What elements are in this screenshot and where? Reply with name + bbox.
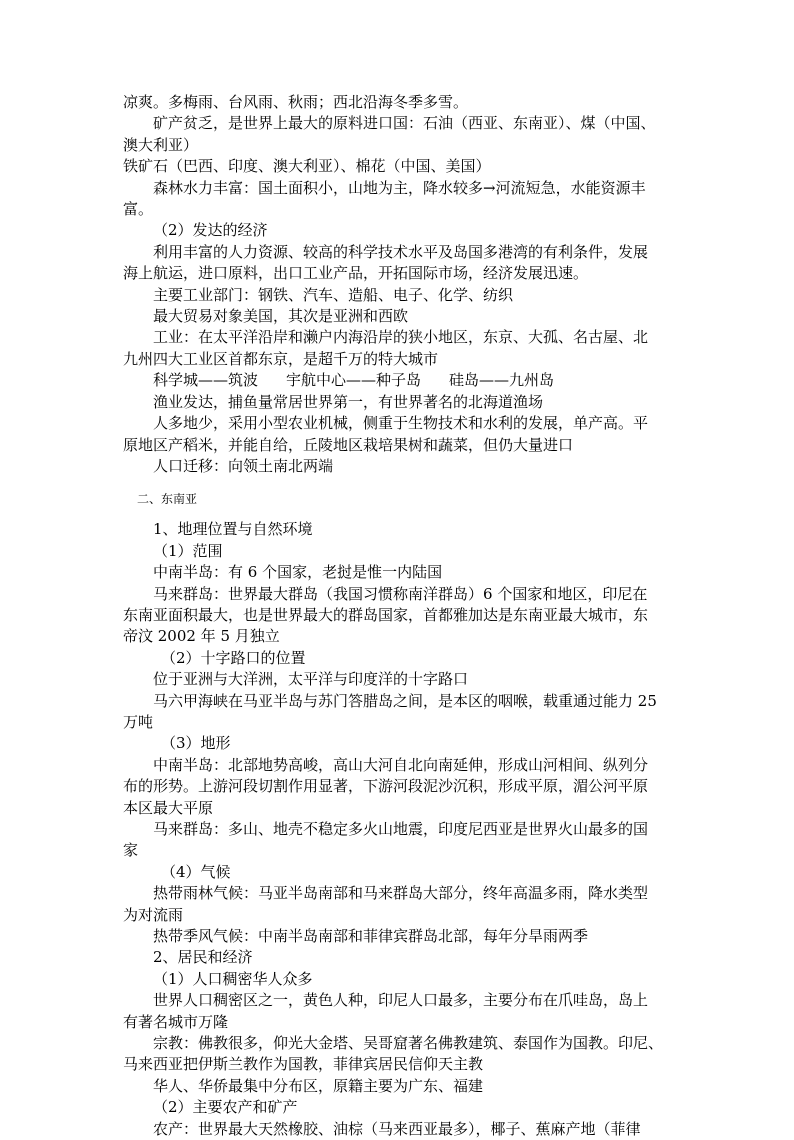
text-line: 东南亚面积最大，也是世界最大的群岛国家，首都雅加达是东南亚最大城市，东 [123, 605, 649, 624]
text-line: 人多地少，采用小型农业机械，侧重于生物技术和水利的发展，单产高。平 [153, 414, 649, 433]
text-line: 马来西亚把伊斯兰教作为国教，菲律宾居民信仰天主教 [123, 1055, 484, 1074]
text-line: 马来群岛：世界最大群岛（我国习惯称南洋群岛）6 个国家和地区，印尼在 [153, 584, 648, 603]
subsection-heading: （2）主要农产和矿产 [153, 1098, 298, 1117]
subsection-heading: 1、地理位置与自然环境 [153, 520, 313, 539]
text-line: 矿产贫乏，是世界上最大的原料进口国：石油（西亚、东南亚）、煤（中国、 [153, 114, 656, 133]
subsection-heading: （1）人口稠密华人众多 [153, 969, 313, 988]
subsection-heading: （3）地形 [161, 734, 231, 753]
space-center-text: 宇航中心——种子岛 [286, 371, 422, 390]
silicon-island-text: 硅岛——九州岛 [449, 371, 555, 390]
text-line: 森林水力丰富：国土面积小，山地为主，降水较多→河流短急，水能资源丰 [153, 178, 646, 197]
text-line: 位于亚洲与大洋洲，太平洋与印度洋的十字路口 [153, 670, 469, 689]
subsection-heading: （2）发达的经济 [153, 221, 268, 240]
text-line: 马来群岛：多山、地壳不稳定多火山地震，印度尼西亚是世界火山最多的国 [153, 820, 649, 838]
subsection-heading: 2、居民和经济 [153, 948, 253, 967]
text-line: 铁矿石（巴西、印度、澳大利亚）、棉花（中国、美国） [123, 157, 491, 176]
subsection-heading: （1）范围 [153, 541, 223, 560]
subsection-heading: （2）十字路口的位置 [161, 648, 306, 667]
text-line: 富。 [123, 200, 154, 219]
text-line: 世界人口稠密区之一，黄色人种，印尼人口最多，主要分布在爪哇岛，岛上 [153, 991, 649, 1010]
text-line: 本区最大平原 [123, 798, 214, 817]
text-line: 有著名城市万隆 [123, 1012, 229, 1031]
text-line: 中南半岛：北部地势高峻，高山大河自北向南延伸，形成山河相间、纵列分 [153, 755, 649, 774]
section-heading: 二、东南亚 [137, 492, 198, 507]
text-line: 热带季风气候：中南半岛南部和菲律宾群岛北部，每年分旱雨两季 [153, 927, 589, 946]
text-line: 人口迁移：向领土南北两端 [153, 456, 334, 475]
text-line: 华人、华侨最集中分布区，原籍主要为广东、福建 [153, 1076, 484, 1095]
text-line: 宗教：佛教很多，仰光大金塔、吴哥窟著名佛教建筑、泰国作为国教。印尼、 [153, 1034, 664, 1053]
text-line: 马六甲海峡在马亚半岛与苏门答腊岛之间，是本区的咽喉，载重通过能力 25 [153, 691, 657, 710]
document-page [123, 92, 683, 1140]
text-line: 为对流雨 [123, 905, 184, 924]
subsection-heading: （4）气候 [161, 862, 231, 881]
text-line: 热带雨林气候：马亚半岛南部和马来群岛大部分，终年高温多雨，降水类型 [153, 884, 649, 903]
text-line: 原地区产稻米，并能自给，丘陵地区栽培果树和蔬菜，但仍大量进口 [123, 435, 574, 454]
text-line: 海上航运，进口原料，出口工业产品，开拓国际市场，经济发展迅速。 [123, 264, 589, 283]
text-line: 中南半岛：有 6 个国家，老挝是惟一内陆国 [153, 563, 443, 582]
text-line [123, 370, 683, 391]
text-line: 万吨 [123, 712, 154, 731]
text-line: 九州四大工业区首都东京，是超千万的特大城市 [123, 349, 439, 368]
text-line: 利用丰富的人力资源、较高的科学技术水平及岛国多港湾的有利条件，发展 [153, 242, 649, 261]
text-line: 主要工业部门：钢铁、汽车、造船、电子、化学、纺织 [153, 285, 514, 304]
text-line: 农产：世界最大天然橡胶、油棕（马来西亚最多），椰子、蕉麻产地（菲律 [153, 1119, 641, 1138]
text-line: 帝汶 2002 年 5 月独立 [123, 627, 280, 646]
text-line: 澳大利亚） [123, 135, 199, 154]
text-line: 渔业发达，捕鱼量常居世界第一，有世界著名的北海道渔场 [153, 392, 544, 411]
text-line: 工业：在太平洋沿岸和濑户内海沿岸的狭小地区，东京、大孤、名古屋、北 [153, 328, 649, 347]
science-city-text: 科学城——筑波 [153, 371, 259, 390]
text-line: 凉爽。多梅雨、台风雨、秋雨；西北沿海冬季多雪。 [123, 93, 469, 111]
text-line: 布的形势。上游河段切割作用显著，下游河段泥沙沉积，形成平原，湄公河平原 [123, 777, 649, 796]
text-line: 最大贸易对象美国，其次是亚洲和西欧 [153, 307, 409, 326]
text-line: 家 [123, 841, 139, 860]
